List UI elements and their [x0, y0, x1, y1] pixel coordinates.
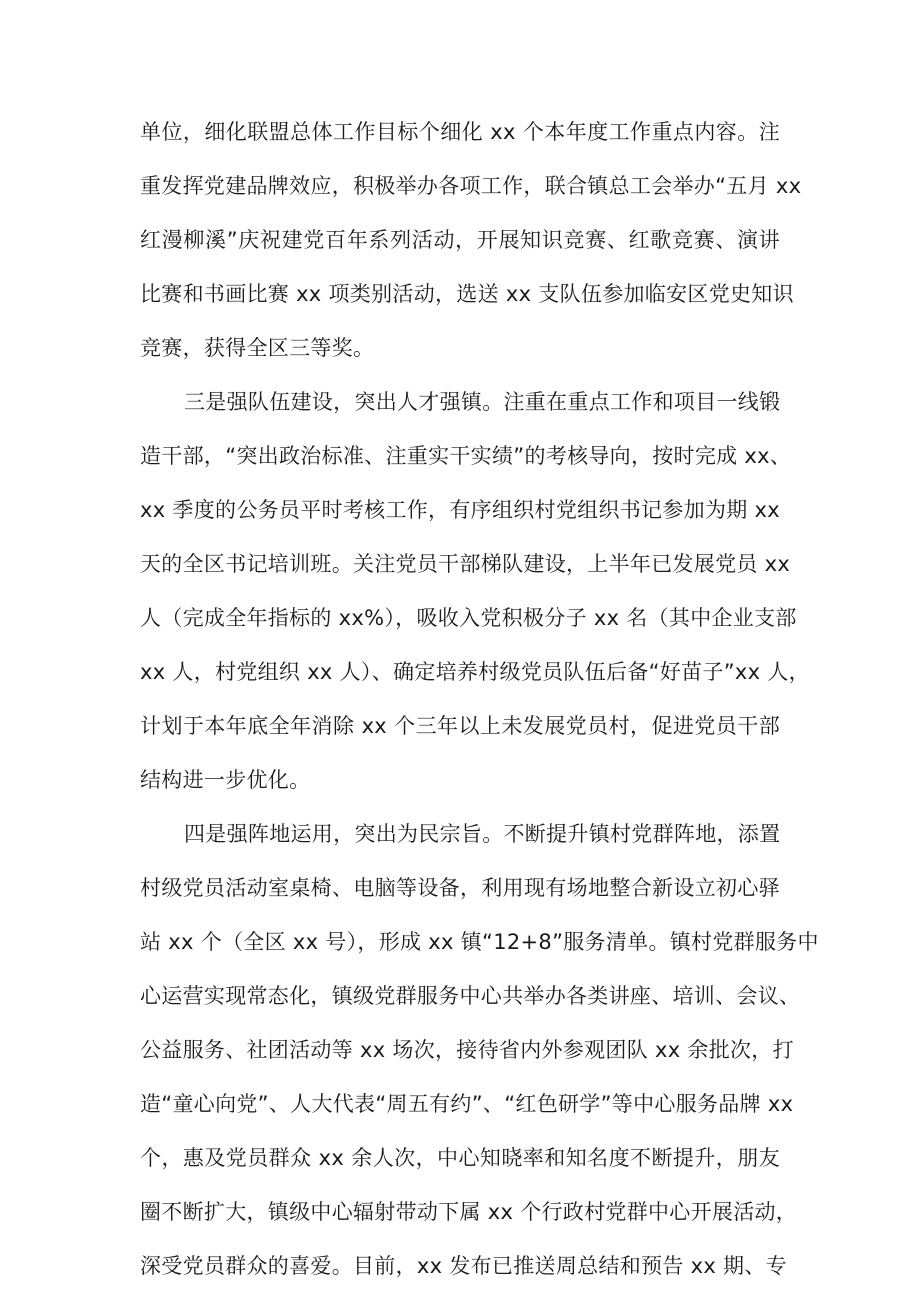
paragraph-3-line-1: 四是强阵地运用，突出为民宗旨。不断提升镇村党群阵地，添置 [184, 822, 781, 846]
paragraph-2-line-4: 天的全区书记培训班。关注党员干部梯队建设，上半年已发展党员 xx [140, 552, 791, 576]
paragraph-1-line-2: 重发挥党建品牌效应，积极举办各项工作，联合镇总工会举办“五月 xx [140, 174, 802, 198]
paragraph-3-line-8: 圈不断扩大，镇级中心辐射带动下属 xx 个行政村党群中心开展活动， [140, 1200, 798, 1224]
paragraph-2-line-3: xx 季度的公务员平时考核工作，有序组织村党组织书记参加为期 xx [140, 498, 780, 522]
paragraph-2-line-7: 计划于本年底全年消除 xx 个三年以上未发展党员村，促进党员干部 [140, 714, 780, 738]
paragraph-1-line-5: 竞赛，获得全区三等奖。 [140, 336, 375, 360]
paragraph-1-line-1: 单位，细化联盟总体工作目标个细化 xx 个本年度工作重点内容。注 [140, 120, 780, 144]
paragraph-2-line-6: xx 人，村党组织 xx 人）、确定培养村级党员队伍后备“好苗子”xx 人， [140, 660, 810, 684]
paragraph-2-line-1: 三是强队伍建设，突出人才强镇。注重在重点工作和项目一线锻 [184, 390, 781, 414]
paragraph-2-line-8: 结构进一步优化。 [140, 768, 311, 792]
paragraph-3-line-7: 个，惠及党员群众 xx 余人次，中心知晓率和知名度不断提升，朋友 [140, 1146, 780, 1170]
paragraph-1-line-4: 比赛和书画比赛 xx 项类别活动，选送 xx 支队伍参加临安区党史知识 [140, 282, 794, 306]
paragraph-3-line-2: 村级党员活动室桌椅、电脑等设备，利用现有场地整合新设立初心驿 [140, 876, 780, 900]
paragraph-3-line-4: 心运营实现常态化，镇级党群服务中心共举办各类讲座、培训、会议、 [140, 984, 801, 1008]
paragraph-2-line-2: 造干部，“突出政治标准、注重实干实绩”的考核导向，按时完成 xx、 [140, 444, 792, 468]
paragraph-3-line-5: 公益服务、社团活动等 xx 场次，接待省内外参观团队 xx 余批次，打 [140, 1038, 794, 1062]
paragraph-3-line-9: 深受党员群众的喜爱。目前，xx 发布已推送周总结和预告 xx 期、专 [140, 1254, 787, 1278]
paragraph-3-line-6: 造“童心向党”、人大代表“周五有约”、“红色研学”等中心服务品牌 xx [140, 1092, 794, 1116]
paragraph-1-line-3: 红漫柳溪”庆祝建党百年系列活动，开展知识竞赛、红歌竞赛、演讲 [140, 228, 780, 252]
paragraph-2-line-5: 人（完成全年指标的 xx%），吸收入党积极分子 xx 名（其中企业支部 [140, 606, 797, 630]
paragraph-3-line-3: 站 xx 个（全区 xx 号），形成 xx 镇“12+8”服务清单。镇村党群服务中 [140, 930, 819, 954]
